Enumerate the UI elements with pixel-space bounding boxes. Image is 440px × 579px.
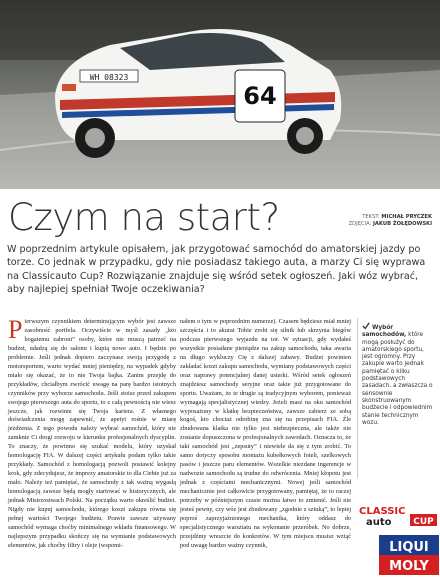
logo-liqui-text: LIQUI bbox=[389, 540, 429, 555]
logo-auto-text: auto bbox=[366, 517, 392, 527]
article-lead: W poprzednim artykule opisałem, jak przygotować samochód do amatorskiej jazdy po torze. Co jednak w przypadku, gdy nie posiadasz takiego auta, a marzy Ci się wyprawa na Classicauto Cup? Rozwiązanie znajduje się wśród setek ogłoszeń. Jaki wóz wybrać, aby najlepiej spełniał Twoje oczekiwania? bbox=[7, 244, 426, 296]
credit-text-author: MICHAŁ PRYCZEK bbox=[381, 214, 432, 220]
credit-text-label: TEKST: bbox=[362, 214, 380, 220]
drop-cap: P bbox=[8, 315, 23, 344]
sidebar-heading: Wybór samochodów, bbox=[362, 325, 407, 339]
logo-moly-text: MOLY bbox=[389, 559, 429, 574]
body-column-2 bbox=[180, 318, 351, 551]
sidebar-divider bbox=[357, 318, 358, 478]
body-column-1 bbox=[8, 315, 176, 551]
credit-photo-label: ZDJĘCIA: bbox=[348, 221, 372, 227]
credit-photo-author: JAKUB ŻOŁĘDOWSKI bbox=[372, 221, 432, 227]
sidebar-text: które mogą posłużyć do amatorskiego sportu, jest ogromny. Przy zakupie warto jednak pamiętać o kilku podstawowych zasadach, a zwłaszcza o sensownie skonstruowanym budżecie i odpowiednim stanie technicznym wozu. bbox=[362, 332, 433, 426]
column-1-text: ierwszym czynnikiem determinującym wybór jest zawsze zasobność portfela. Oczywiście w myśl zasady „kto bogatemu zabroni” osoby, które nie muszą patrzeć na budżet, udadzą się do salonu i kupią nowe auto. I będzie po problemie. Jeśli jednak dopiero zaczynasz swoją przygodę z motorsportem, warto wydać mniej pieniędzy, na wypadek gdyby miało się okazać, że to nie Twoja bajka. Zanim przejdę do przykładów, chciałbym zwrócić uwagę na parę bardzo istotnych czynników przy wyborze samochodu. Jeśli stoisz przed zakupem swojego pierwszego auta do sportu, to z całą pewnością nie wiesz jeszcze, jak rozwinie się Twoja kariera. Z własnego doświadczenia mogę zapewnić, że apetyt rośnie w miarę jeżdżenia. Z tego powodu należy wybrać samochód, który nie zamknie Ci drogi rozwoju w kierunku profesjonalnych dyscyplin. To znaczy, że powinno się szukać modelu, który uzyskał homologację FIA. W dalszej części artykułu podam tylko takie przykłady. Samochód z homologacją pozwoli postawić kolejny krok, gdy zdecydujesz, że imprezy amatorskie to dla Ciebie już za mało. Należy też pamiętać, że samochody z tak ważną wygasłą homologacją zawsze będą mogły startować w historycznych, ale jednak Mistrzostwach Polski. Na początku warto określić budżet. Nigdy nie kupuj samochodu, którego koszt zakupu równa się pełnej wartości Twojego budżetu. Prawie zawsze używany samochód wymaga choćby minimalnego wkładu finansowego. W najlepszym przypadku skończy się na wymianie podstawowych elementów, jak choćby filtry i oleje (wspomi- bbox=[8, 318, 176, 549]
sidebar-note bbox=[362, 322, 436, 427]
checkmark-icon bbox=[362, 322, 370, 330]
article-title: Czym na start? bbox=[8, 196, 280, 239]
license-plate: WH 08323 bbox=[89, 73, 129, 82]
article-credits bbox=[349, 214, 432, 228]
classic-auto-cup-logo bbox=[358, 503, 438, 527]
logo-classic-text: CLASSIC bbox=[359, 506, 406, 517]
race-number: 64 bbox=[243, 82, 277, 110]
logo-cup-text: CUP bbox=[413, 517, 434, 527]
race-car-illustration bbox=[0, 0, 440, 189]
column-2-text: nałem o tym w poprzednim numerze). Czasem będziesz miał mniej szczęścia i to akurat Tobie zrobi się silnik lub skrzynia biegów podczas pierwszego wyjazdu na tor. W sytuacji, gdy wydałeś wszystkie posiadane pieniądze na zakup samochodu, taka awaria na długo wykluczy Cię z dalszej zabawy. Budżet powinien zakładać koszt zakupu samochodu, wymiany podstawowych części oraz naprawy potencjalnej danej usterki. Wśród setek ogłoszeń znajdziesz samochody seryjne oraz takie już przygotowane do sportu. Uważam, że te drugie są tradycyjnym wyborem, ponieważ wymagają specjalistycznej wiedzy. Jeżeli masz na oku samochód wyposażony w klatkę bezpieczeństwa, zawsze zabierz ze sobą kogoś, kto chociaż odrobinę zna się na przepisach FIA. Źle zbudowana klatka nie tylko jest niebezpieczna, ale także nie zostanie dopuszczona w profesjonalnych zawodach. Oznacza to, że taki samochód jest „zepsuty” i niewiele da się z tym zrobić. To samo dotyczy sposobu montażu kubełkowych foteli, szelkowych pasów i jeszcze paru elementów. Wszelkie niezdane ingerencje w nadwozie samochodu są trudne do odwrócenia. Mniej kłopotu jest jednak z częściami mechanicznymi. Nowej jeśli samochód mechanicznie jest całkowicie przygotowany, pamiętaj, że to raczej potrzeby w późniejszym czasie można łatwo to zmienić. Jeśli nie jesteś pewny, czy wóz jest zbudowany „zgodnie z sztuką”, to lepiej poproś zaprzyjaźnionego mechanika, który oddasz do specjalistycznego warsztatu na wykonanie przeróbek. No dobrze, przejdźmy wreszcie do konkretów. W tym miejscu musisz wziąć pod uwagę bardzo ważny czynnik, bbox=[180, 318, 351, 549]
hero-photo bbox=[0, 0, 440, 189]
liqui-moly-logo bbox=[379, 535, 439, 575]
